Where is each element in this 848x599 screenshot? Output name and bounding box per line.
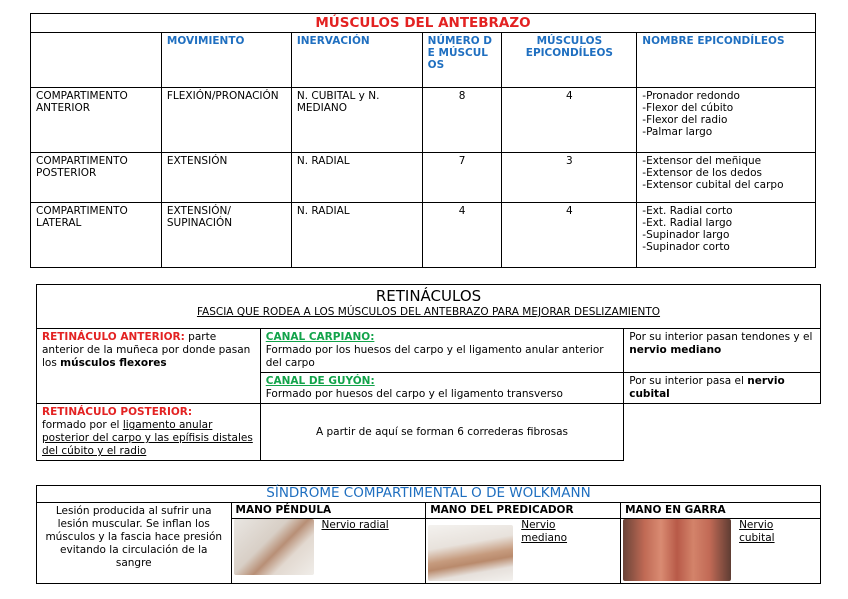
nervio-mediano: nervio mediano [629,344,722,356]
musculos-title: MÚSCULOS DEL ANTEBRAZO [31,14,816,33]
compartimento: COMPARTIMENTO LATERAL [31,203,162,268]
nombre-item: -Flexor del cúbito [642,102,734,114]
epicondileos: 4 [502,203,637,268]
retinaculos-header [36,284,821,328]
retinaculos-title: RETINÁCULOS [375,287,482,305]
nombres [637,153,816,203]
canal-guyon-text: Formado por huesos del carpo y el ligamento transverso [265,388,563,400]
epicondileos: 3 [502,153,637,203]
header-empty [31,33,162,88]
musculos-table [30,13,816,268]
guyon-note [624,373,821,404]
nombre-item: -Supinador largo [642,229,730,241]
mano-pendula-label: MANO PÉNDULA [231,503,426,519]
carpiano-note [624,329,821,373]
compartimento: COMPARTIMENTO ANTERIOR [31,88,162,153]
numero: 8 [422,88,502,153]
canal-carpiano [260,329,623,373]
mano-garra [621,519,821,584]
canal-carpiano-text: Formado por los huesos del carpo y el ligamento anular anterior del carpo [265,344,604,369]
table-row [31,153,816,203]
canal-guyon [260,373,623,404]
nombre-item: -Supinador corto [642,241,730,253]
mano-garra-photo [623,519,731,581]
epicondileos: 4 [502,88,637,153]
nombre-item: -Extensor cubital del carpo [642,179,784,191]
nervio-cubital: nervio cubital [629,375,785,400]
carpiano-note-text: Por su interior pasan tendones y el [629,331,813,343]
header-nombre: NOMBRE EPICONDÍLEOS [637,33,816,88]
header-epicondileos: MÚSCULOS EPICONDÍLEOS [502,33,637,88]
mano-predicador-label: MANO DEL PREDICADOR [426,503,621,519]
numero: 7 [422,153,502,203]
guyon-note-text: Por su interior pasa el [629,375,748,387]
retinaculo-anterior-label: RETINÁCULO ANTERIOR: [42,331,185,343]
musculos-flexores: músculos flexores [60,357,167,369]
mano-pendula-photo [234,519,314,575]
movimiento: EXTENSIÓN/ SUPINACIÓN [161,203,291,268]
retinaculo-anterior-text: parte anterior de la muñeca por donde pasan los [42,331,251,369]
nombres [637,203,816,268]
header-numero: NÚMERO DE MÚSCUL OS [422,33,502,88]
movimiento: EXTENSIÓN [161,153,291,203]
table-row [31,88,816,153]
nombre-item: -Extensor de los dedos [642,167,762,179]
table-row [31,203,816,268]
nombre-item: -Ext. Radial corto [642,205,733,217]
retinaculos-subtitle: FASCIA QUE RODEA A LOS MÚSCULOS DEL ANTEBRAZO PARA MEJORAR DESLIZAMIENTO [196,306,661,318]
movimiento: FLEXIÓN/PRONACIÓN [161,88,291,153]
canal-carpiano-label: CANAL CARPIANO: [265,331,375,343]
inervacion: N. RADIAL [291,153,422,203]
mano-pendula [231,519,426,584]
nervio-radial: Nervio radial [321,519,389,531]
retinaculo-anterior [37,329,261,404]
nervio-mediano-link: Nervio mediano [521,519,568,544]
retinaculos-table [36,328,821,461]
header-movimiento: MOVIMIENTO [161,33,291,88]
canal-guyon-label: CANAL DE GUYÓN: [265,375,375,387]
nombres [637,88,816,153]
numero: 4 [422,203,502,268]
compartimento: COMPARTIMENTO POSTERIOR [31,153,162,203]
mano-predicador-photo [428,525,513,581]
nombre-item: -Ext. Radial largo [642,217,733,229]
nombre-item: -Flexor del radio [642,114,728,126]
nombre-item: -Palmar largo [642,126,713,138]
ligamento-anular: ligamento anular posterior del carpo y las epífisis distales del cúbito y el radio [42,419,253,457]
sindrome-title: SÍNDROME COMPARTIMENTAL O DE WOLKMANN [37,486,821,503]
nervio-cubital-link: Nervio cubital [739,519,775,544]
nombre-item: -Extensor del meñique [642,155,762,167]
mano-garra-label: MANO EN GARRA [621,503,821,519]
nombre-item: -Pronador redondo [642,90,740,102]
empty-cell [624,404,821,461]
retinaculo-posterior [37,404,261,461]
correderas: A partir de aquí se forman 6 correderas fibrosas [260,404,623,461]
inervacion: N. CUBITAL y N. MEDIANO [291,88,422,153]
sindrome-table [36,485,821,584]
inervacion: N. RADIAL [291,203,422,268]
mano-predicador [426,519,621,584]
sindrome-desc: Lesión producida al sufrir una lesión muscular. Se inflan los músculos y la fascia hace presión evitando la circulación de la sangre [37,503,232,584]
retinaculo-posterior-text: formado por el [42,419,123,431]
header-inervacion: INERVACIÓN [291,33,422,88]
retinaculo-posterior-label: RETINÁCULO POSTERIOR: [42,406,193,418]
